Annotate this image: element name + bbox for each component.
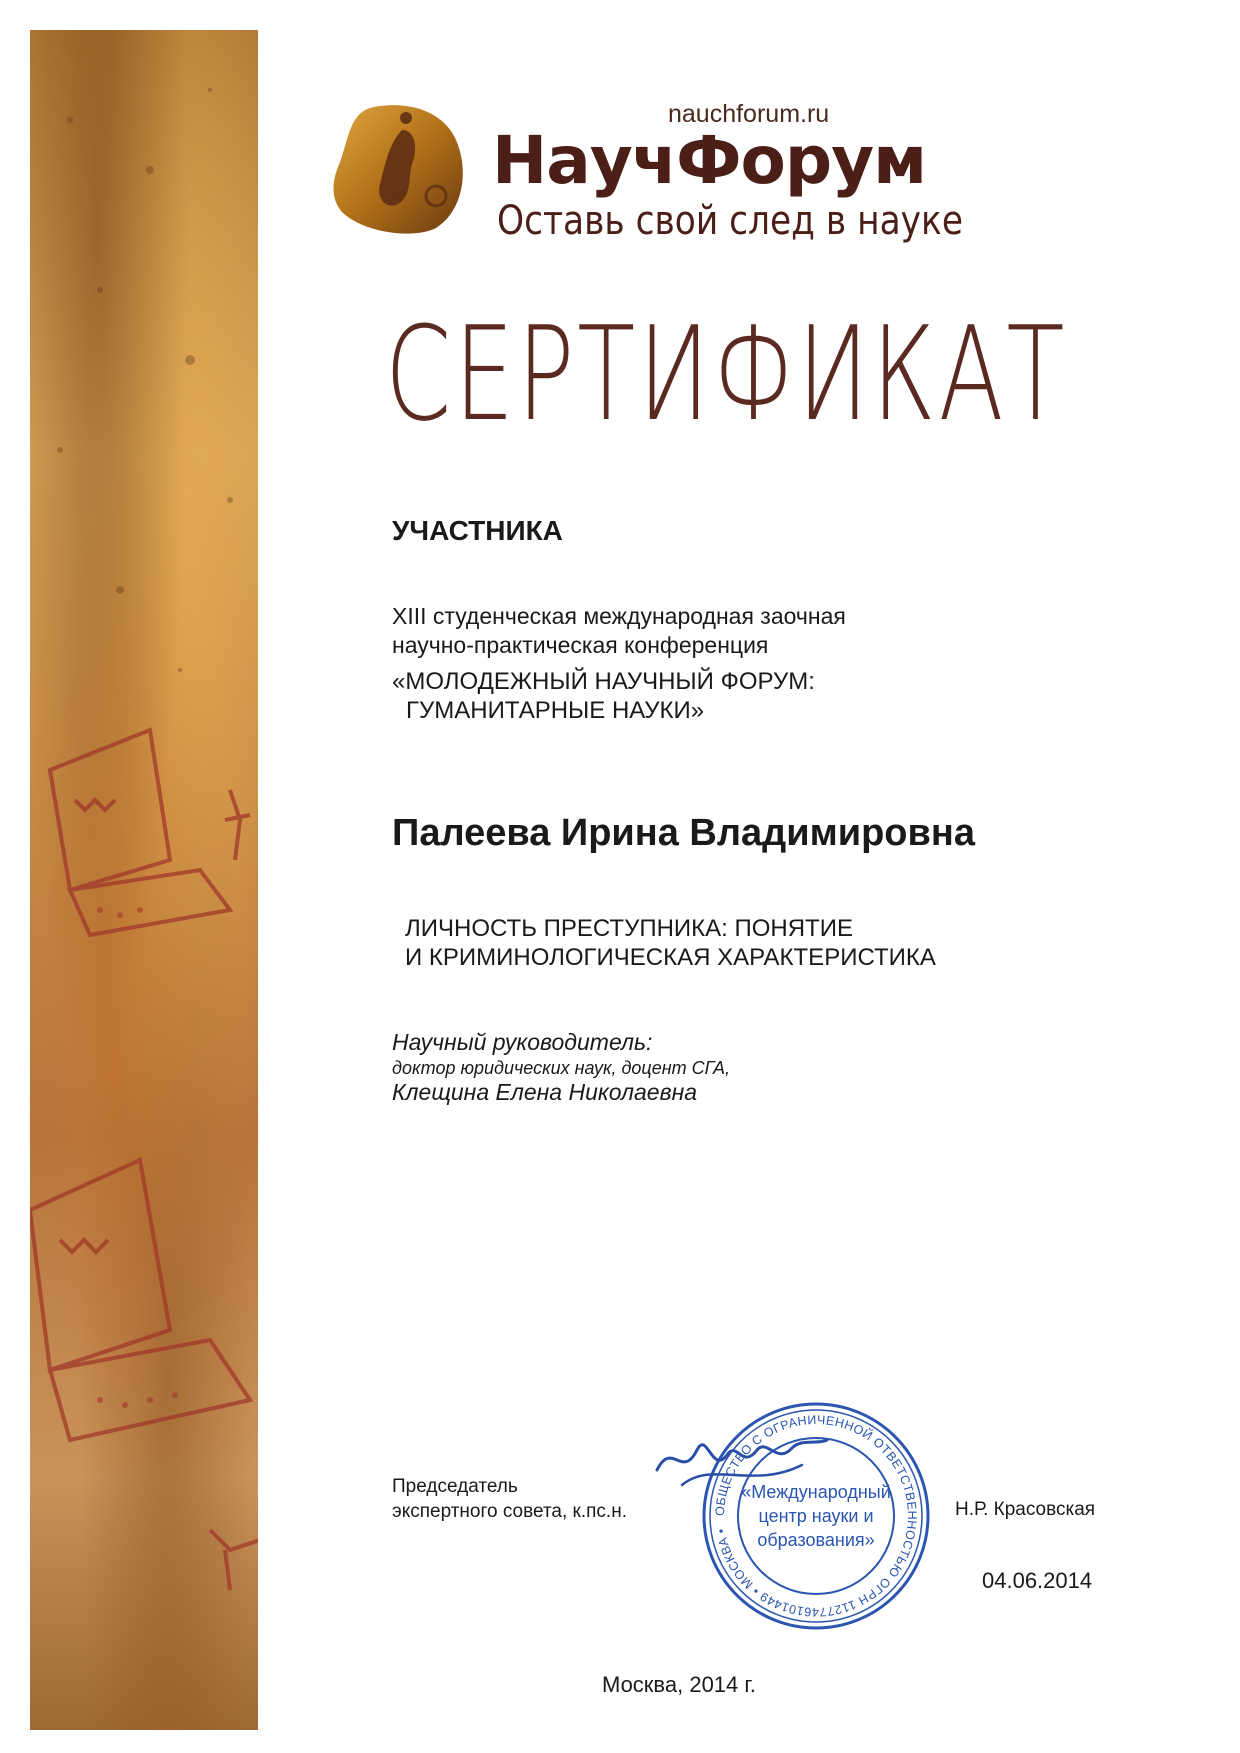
chair-line: экспертного совета, к.пс.н. [392,1501,627,1522]
chair-name: Н.Р. Красовская [955,1499,1096,1520]
stamp-center-line: «Международный [741,1482,891,1502]
brand-slogan: Оставь свой след в науке [497,198,963,244]
supervisor-label: Научный руководитель: [392,1029,653,1055]
conference-line: XIII студенческая международная заочная [392,603,846,629]
city-year: Москва, 2014 г. [602,1672,756,1697]
stamp-center-line: образования» [757,1530,875,1550]
issue-date: 04.06.2014 [982,1568,1093,1593]
chair-position [392,1474,627,1524]
conference-name-line: «МОЛОДЕЖНЫЙ НАУЧНЫЙ ФОРУМ: [392,668,815,695]
nauchforum-logo-icon [332,100,472,240]
stamp-center-line: центр науки и [758,1506,874,1526]
conference-name-line: ГУМАНИТАРНЫЕ НАУКИ» [406,697,705,724]
certificate-title: СЕРТИФИКАТ [385,298,1068,450]
supervisor-title: доктор юридических наук, доцент СГА, [392,1058,731,1078]
signature-icon [652,1420,832,1500]
certificate-role: УЧАСТНИКА [392,515,563,546]
stamp-ring-text: ОБЩЕСТВО С ОГРАНИЧЕННОЙ ОТВЕТСТВЕННОСТЬЮ ОГРН 1127746101449 • МОСКВА • [712,1412,920,1620]
rock-art-drawings [30,30,258,1730]
chair-line: Председатель [392,1476,518,1497]
participant-name: Палеева Ирина Владимировна [392,812,975,854]
conference-description [392,602,846,660]
brand-name: НаучФорум [492,122,927,199]
decorative-rock-art-strip [30,30,258,1730]
site-url: nauchforum.ru [668,100,830,128]
conference-line: научно-практическая конференция [392,632,769,658]
topic-line: И КРИМИНОЛОГИЧЕСКАЯ ХАРАКТЕРИСТИКА [405,944,936,971]
topic-line: ЛИЧНОСТЬ ПРЕСТУПНИКА: ПОНЯТИЕ [405,915,853,942]
supervisor-name: Клещина Елена Николаевна [392,1079,698,1105]
paper-topic [405,914,936,972]
conference-name [392,667,815,725]
